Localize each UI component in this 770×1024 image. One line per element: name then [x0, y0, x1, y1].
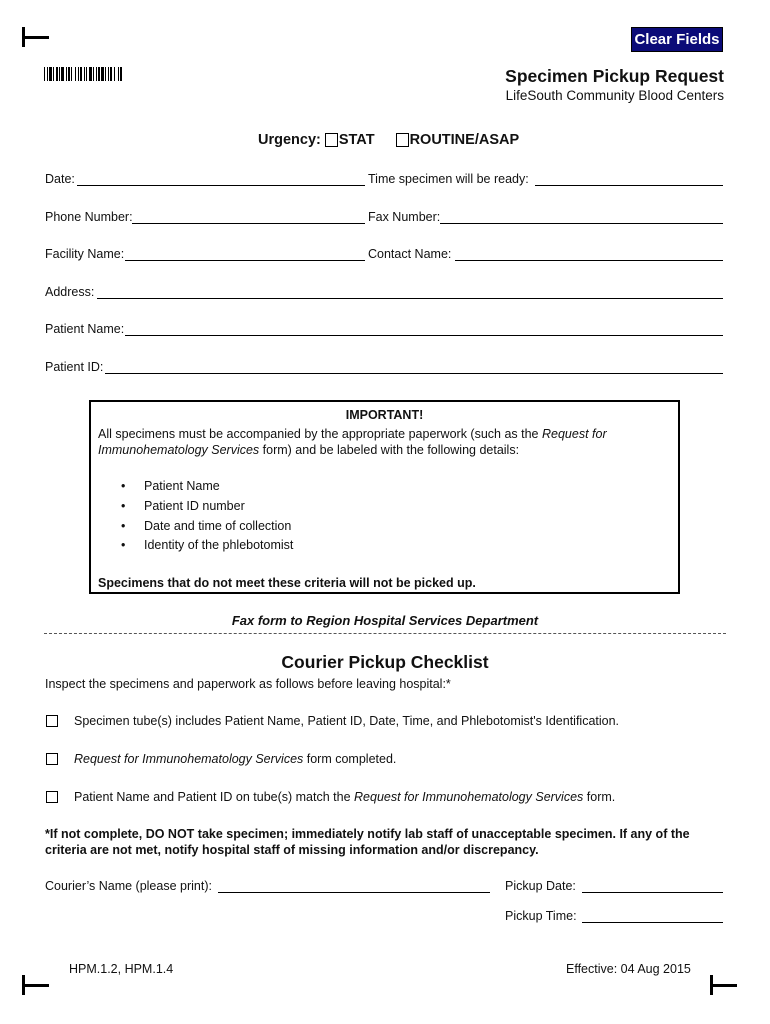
fax-instruction: Fax form to Region Hospital Services Department [231, 613, 539, 628]
list-item-label: Date and time of collection [144, 518, 292, 533]
contact-field[interactable] [455, 244, 723, 261]
facility-label: Facility Name: [45, 247, 125, 261]
form-name: Request for Immunohematology Services [354, 790, 584, 804]
checklist-item-label [74, 790, 615, 804]
bullet-icon: • [121, 479, 126, 493]
bullet-icon: • [121, 518, 126, 533]
checklist-item-label [74, 752, 396, 766]
list-item-label: Identity of the phlebotomist [144, 538, 294, 553]
checklist-item-label: Specimen tube(s) includes Patient Name, Patient ID, Date, Time, and Phlebotomist's Identification. [74, 714, 620, 728]
checklist-item-3 [46, 790, 615, 804]
urgency-row [258, 132, 519, 148]
incomplete-warning: *If not complete, DO NOT take specimen; immediately notify lab staff of unacceptable specimen. If any of the criteria are not met, notify hospital staff of missing information and/or discrepancy. [45, 827, 690, 857]
form-subtitle: LifeSouth Community Blood Centers [505, 88, 724, 103]
list-item [121, 519, 293, 539]
label-part: Patient Name and Patient ID on tube(s) match the [74, 790, 355, 804]
list-item [121, 538, 293, 558]
required-details-list [121, 479, 293, 558]
bullet-icon: • [121, 538, 126, 553]
phone-field[interactable] [132, 207, 365, 224]
cut-line [44, 633, 726, 634]
courier-name-field[interactable] [218, 876, 490, 893]
pickup-time-field[interactable] [582, 906, 723, 923]
important-text-part: form) and be labeled with the following details: [259, 443, 520, 457]
routine-checkbox[interactable] [396, 133, 409, 147]
phone-label: Phone Number: [45, 210, 133, 224]
stat-option-label: STAT [338, 132, 375, 148]
routine-option-label: ROUTINE/ASAP [409, 132, 520, 148]
courier-name-label: Courier’s Name (please print): [45, 879, 212, 893]
important-warning: Specimens that do not meet these criteria will not be picked up. [98, 576, 476, 590]
date-label: Date: [45, 172, 75, 186]
checklist-checkbox-1[interactable] [46, 715, 58, 727]
list-item [121, 499, 293, 519]
barcode [44, 67, 167, 81]
address-field[interactable] [97, 282, 723, 299]
checklist-checkbox-2[interactable] [46, 753, 58, 765]
checklist-title: Courier Pickup Checklist [281, 652, 489, 672]
patient-name-label: Patient Name: [45, 322, 125, 336]
checklist-checkbox-3[interactable] [46, 791, 58, 803]
pickup-date-label: Pickup Date: [505, 879, 576, 893]
patient-id-label: Patient ID: [45, 360, 104, 374]
patient-name-field[interactable] [125, 319, 723, 336]
urgency-label: Urgency: [258, 132, 321, 148]
effective-date: Effective: 04 Aug 2015 [566, 962, 691, 976]
contact-label: Contact Name: [368, 247, 452, 261]
bullet-icon: • [121, 498, 126, 513]
pickup-date-field[interactable] [582, 876, 723, 893]
clear-fields-button[interactable]: Clear Fields [631, 27, 723, 52]
important-form-name: Request for Immunohematology Services [98, 427, 607, 457]
label-part: form completed. [303, 752, 397, 766]
address-label: Address: [45, 285, 95, 299]
important-text [98, 426, 658, 458]
pickup-time-label: Pickup Time: [505, 909, 577, 923]
facility-field[interactable] [125, 244, 365, 261]
list-item-label: Patient Name [144, 479, 220, 493]
important-text-part: All specimens must be accompanied by the appropriate paperwork (such as the [98, 427, 542, 441]
form-name: Request for Immunohematology Services [74, 752, 304, 766]
list-item-label: Patient ID number [144, 498, 245, 513]
form-codes: HPM.1.2, HPM.1.4 [69, 962, 174, 976]
patient-id-field[interactable] [105, 357, 723, 374]
stat-checkbox[interactable] [325, 133, 338, 147]
checklist-intro: Inspect the specimens and paperwork as follows before leaving hospital:* [45, 677, 451, 691]
checklist-item-2 [46, 752, 396, 766]
important-box [89, 400, 680, 594]
fax-label: Fax Number: [368, 210, 441, 224]
date-field[interactable] [77, 169, 365, 186]
fax-field[interactable] [440, 207, 723, 224]
time-ready-label: Time specimen will be ready: [368, 172, 529, 186]
list-item [121, 479, 293, 499]
important-title: IMPORTANT! [345, 408, 424, 422]
checklist-item-1 [46, 714, 619, 728]
time-ready-field[interactable] [535, 169, 723, 186]
label-part: form. [583, 790, 616, 804]
form-title: Specimen Pickup Request [505, 66, 724, 86]
